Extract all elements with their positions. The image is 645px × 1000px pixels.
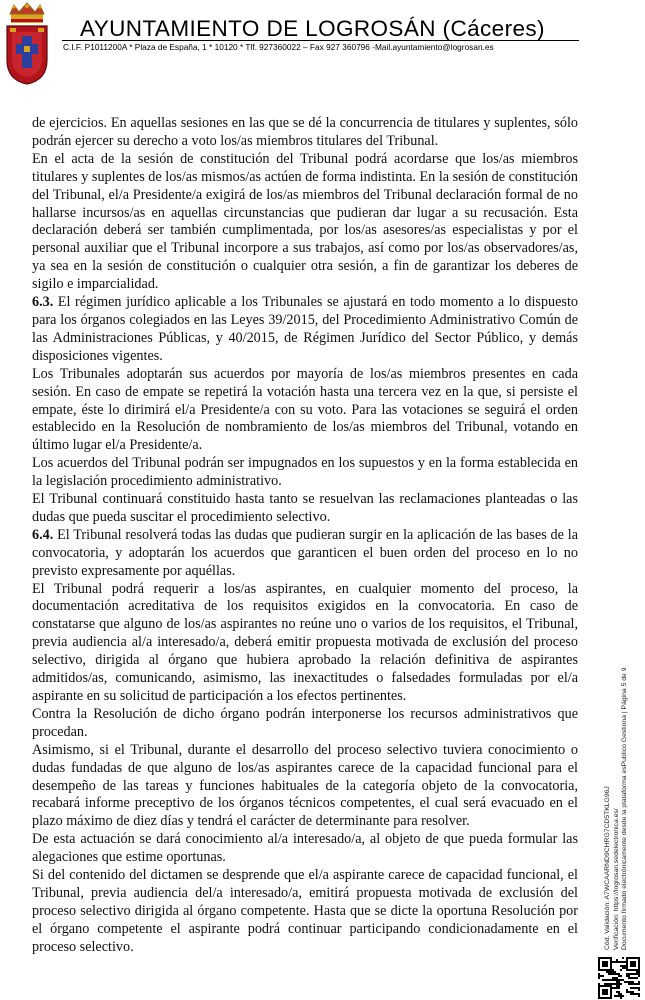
body-paragraph: En el acta de la sesión de constitución del Tribunal podrá acordarse que los/as miembros titulares y suplentes de los/as mismos/as actúen de forma indistinta. En la sesión de constitución del Tribunal, el/a Presidente/a exigirá de los/as miembros del Tribunal declaración formal de no hallarse incursos/as en aquellas circunstancias que pudieran dar lugar a su recusación. Esta declaración deberá ser también cumplimentada, por los/as asesores/as especialistas y por el personal auxiliar que el Tribunal incorpore a sus trabajos, así como por los/as observadores/as, ya sea en la sesión de constitución o cualquier otra sesión, a fin de garantizar los deberes de sigilo e imparcialidad.	[32, 150, 578, 293]
coat-of-arms-logo	[2, 2, 52, 86]
body-paragraph: El Tribunal podrá requerir a los/as aspirantes, en cualquier momento del proceso, la documentación acreditativa de los requisitos exigidos en la convocatoria. En caso de constatarse que alguno de los/as aspirantes no reúne uno o varios de los requisitos, el Tribunal, previa audiencia al/a interesado/a, deberá emitir propuesta motivada de exclusión del proceso selectivo, dirigida al órgano que hubiera aprobado la relación definitiva de aspirantes admitidos/as, comunicando, asimismo, las inexactitudes o falsedades formuladas por el/a aspirante en su solicitud de participación a los efectos pertinentes.	[32, 580, 578, 704]
section-number: 6.4.	[32, 526, 54, 543]
letterhead	[0, 0, 645, 100]
body-paragraph: Si del contenido del dictamen se desprende que el/a aspirante carece de capacidad funcional, el Tribunal, previa audiencia del/a interesado/a, emitirá propuesta motivada de exclusión del proceso selectivo dirigida al órgano competente. Hasta que se dicte la oportuna Resolución por el órgano competente el aspirante podrá continuar participando condicionadamente en el proceso selectivo.	[32, 867, 578, 955]
validation-note	[604, 668, 630, 951]
body-paragraph: De esta actuación se dará conocimiento al/a interesado/a, al objeto de que pueda formular las alegaciones que estime oportunas.	[32, 831, 578, 866]
body-paragraph: Asimismo, si el Tribunal, durante el desarrollo del proceso selectivo tuviera conocimiento o dudas fundadas de que alguno de los/as aspirantes carece de la capacidad funcional para el desempeño de las tareas y funciones habituales de la categoría objeto de la convocatoria, recabará informe preceptivo de los órganos técnicos competentes, el cual será evacuado en el plazo máximo de diez días y tendrá el carácter de determinante para resolver.	[32, 741, 578, 830]
section-6-4	[32, 527, 578, 581]
body-paragraph: Los acuerdos del Tribunal podrán ser impugnados en los supuestos y en la forma establecida en la legislación procedimiento administrativo.	[32, 455, 578, 490]
body-paragraph: El Tribunal continuará constituido hasta tanto se resuelvan las reclamaciones planteadas o las dudas que pueda suscitar el procedimiento selectivo.	[32, 491, 578, 525]
section-text: El régimen jurídico aplicable a los Tribunales se ajustará en todo momento a lo dispuesto para los órganos colegiados en las Leyes 39/2015, del Procedimiento Administrativo Común de las Administraciones Públicas, y 40/2015, de Régimen Jurídico del Sector Público, y demás disposiciones vigentes.	[32, 294, 578, 364]
section-number: 6.3.	[32, 294, 54, 311]
document-body	[32, 115, 578, 957]
validation-code: Cód. Validación: A7WCAARND9CHRG7CD5TKLG96J	[604, 786, 611, 950]
verification-link[interactable]: Verificación: https://logrosan.sedelectronica.es/	[612, 808, 620, 950]
header-divider	[62, 40, 579, 41]
body-paragraph: Los Tribunales adoptarán sus acuerdos por mayoría de los/as miembros presentes en cada sesión. En caso de empate se repetirá la votación hasta una tercera vez en la que, si persiste el empate, éste lo dirimirá el/a Presidente/a con su voto. Para las votaciones se seguirá el orden establecido en la Resolución de nombramiento de los/as miembros del Tribunal, votando en último lugar el/a Presidente/a.	[32, 365, 578, 454]
organization-contact: C.I.F. P1011200A * Plaza de España, 1 * 10120 * Tlf. 927360022 – Fax 927 360796 -Mail.ayuntamiento@logrosan.es	[63, 42, 494, 52]
section-text: El Tribunal resolverá todas las dudas que pudieran surgir en la aplicación de las bases de la convocatoria, y adoptarán los acuerdos que garanticen el buen orden del proceso en lo no previsto expresamente por aquéllas.	[32, 526, 578, 579]
body-paragraph: de ejercicios. En aquellas sesiones en las que se dé la concurrencia de titulares y suplentes, sólo podrán ejercer su derecho a voto los/as miembros titulares del Tribunal.	[32, 115, 578, 149]
qr-code	[598, 957, 640, 999]
signature-note: Documento firmado electrónicamente desde la plataforma esPublico Gestiona | Página 5 de 9	[621, 667, 629, 950]
organization-title: AYUNTAMIENTO DE LOGROSÁN (Cáceres)	[80, 16, 545, 41]
body-paragraph: Contra la Resolución de dicho órgano podrán interponerse los recursos administrativos que procedan.	[32, 705, 578, 740]
section-6-3	[32, 294, 578, 366]
